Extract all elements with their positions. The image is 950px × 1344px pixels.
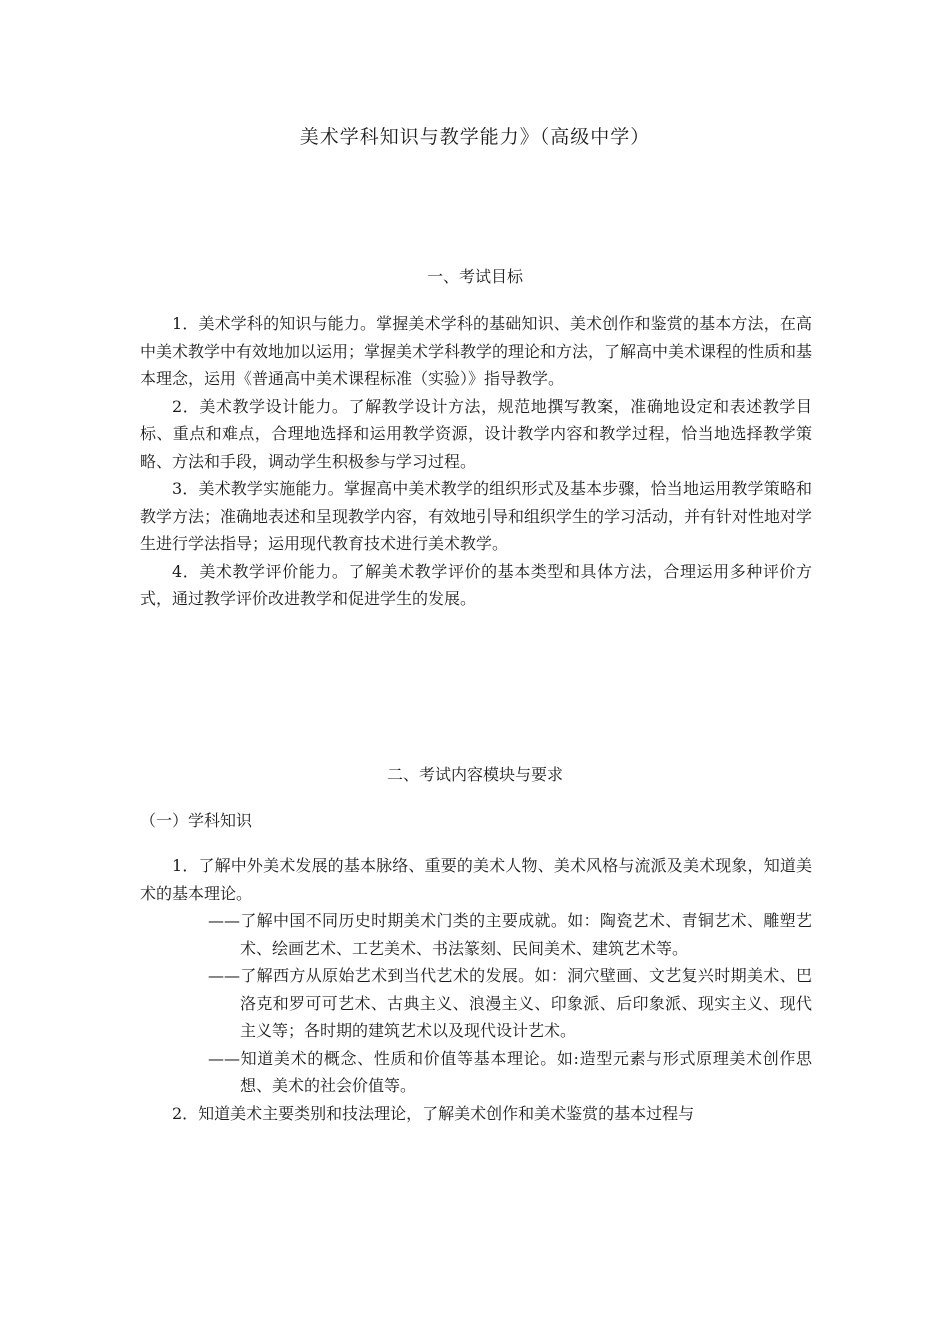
knowledge-dash-item: ——知道美术的概念、性质和价值等基本理论。如:造型元素与形式原理美术创作思想、美术的社会价值等。	[208, 1048, 812, 1095]
section-heading-exam-content: 二、考试内容模块与要求	[386, 765, 563, 784]
objective-paragraph: 3．美术教学实施能力。掌握高中美术教学的组织形式及基本步骤，恰当地运用教学策略和教学方法；准确地表述和呈现教学内容，有效地引导和组织学生的学习活动，并有针对性地对学生进行学法指导；运用现代教育技术进行美术教学。	[140, 479, 813, 553]
objective-paragraph: 2．美术教学设计能力。了解教学设计方法，规范地撰写教案，准确地设定和表述教学目标、重点和难点，合理地选择和运用教学资源，设计教学内容和教学过程，恰当地选择教学策略、方法和手段，调动学生积极参与学习过程。	[140, 396, 812, 471]
exam-objectives-body	[140, 310, 812, 613]
knowledge-item: 1．了解中外美术发展的基本脉络、重要的美术人物、美术风格与流派及美术现象，知道美术的基本理论。	[140, 856, 812, 903]
knowledge-dash-item: ——了解西方从原始艺术到当代艺术的发展。如：洞穴壁画、文艺复兴时期美术、巴洛克和罗可可艺术、古典主义、浪漫主义、印象派、后印象派、现实主义、现代主义等；各时期的建筑艺术以及现代设计艺术。	[208, 966, 812, 1040]
knowledge-dash-item: ——了解中国不同历史时期美术门类的主要成就。如：陶瓷艺术、青铜艺术、雕塑艺术、绘画艺术、工艺美术、书法篆刻、民间美术、建筑艺术等。	[208, 911, 812, 958]
objective-paragraph: 4．美术教学评价能力。了解美术教学评价的基本类型和具体方法，合理运用多种评价方式，通过教学评价改进教学和促进学生的发展。	[140, 561, 812, 608]
objective-paragraph: 1．美术学科的知识与能力。掌握美术学科的基础知识、美术创作和鉴赏的基本方法，在高中美术教学中有效地加以运用；掌握美术学科教学的理论和方法，了解高中美术课程的性质和基本理念，运用《普通高中美术课程标准（实验）》指导教学。	[140, 314, 813, 388]
knowledge-item: 2．知道美术主要类别和技法理论，了解美术创作和美术鉴赏的基本过程与	[172, 1103, 695, 1123]
subject-knowledge-body	[140, 852, 812, 1127]
subheading-subject-knowledge: （一）学科知识	[140, 811, 253, 830]
section-heading-exam-objectives: 一、考试目标	[426, 267, 523, 286]
document-title: 美术学科知识与教学能力》（高级中学）	[299, 126, 651, 148]
